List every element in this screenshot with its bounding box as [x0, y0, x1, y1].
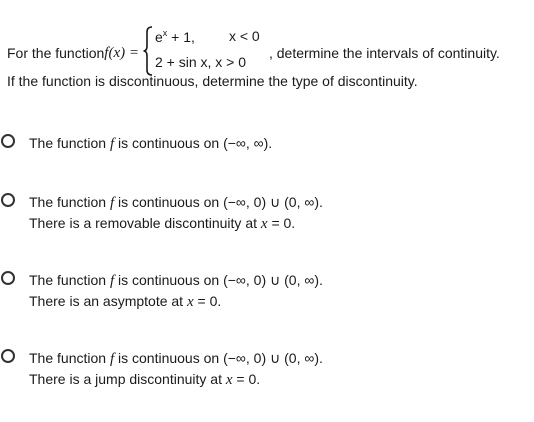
radio-button[interactable]	[1, 193, 15, 207]
variable-symbol: x	[225, 372, 233, 388]
answer-line-1-post: is continuous on (−∞, ∞).	[114, 135, 273, 151]
answer-line-1	[29, 133, 272, 154]
variable-symbol: x	[260, 216, 268, 232]
radio-button[interactable]	[1, 349, 15, 363]
function-symbol: f	[109, 195, 115, 211]
answer-line-1	[29, 348, 323, 369]
answer-line-1-post: is continuous on (−∞, 0) ∪ (0, ∞).	[114, 194, 323, 210]
case-1-rest: + 1,	[167, 29, 195, 45]
answer-line-2-pre: There is a removable discontinuity at	[29, 215, 261, 231]
case-1-expression	[155, 28, 195, 45]
answer-line-2-post: = 0.	[267, 215, 296, 231]
piecewise-definition	[143, 26, 267, 76]
answer-line-2-pre: There is an asymptote at	[29, 293, 187, 309]
question-subtext: If the function is discontinuous, determine the type of discontinuity.	[7, 73, 418, 89]
function-symbol: f	[109, 136, 115, 152]
case-2-expression: 2 + sin x, x > 0	[154, 54, 247, 70]
left-brace-icon	[143, 26, 153, 76]
answer-option-text	[29, 133, 272, 154]
radio-button[interactable]	[1, 271, 15, 285]
case-1-exponent: x	[162, 28, 168, 38]
answer-line-1	[29, 270, 323, 291]
answer-line-1-post: is continuous on (−∞, 0) ∪ (0, ∞).	[114, 350, 323, 366]
case-1-base: e	[154, 29, 163, 45]
question-suffix: , determine the intervals of continuity.	[268, 45, 500, 61]
answer-option-text	[29, 192, 323, 234]
answer-option-text	[29, 270, 323, 312]
answer-line-2	[29, 213, 323, 234]
answer-line-1-pre: The function	[29, 350, 110, 366]
answer-line-2	[29, 369, 323, 390]
function-symbol: f	[109, 273, 115, 289]
answer-line-2-post: = 0.	[232, 371, 261, 387]
function-symbol: f	[109, 351, 115, 367]
variable-symbol: x	[186, 294, 194, 310]
answer-line-2	[29, 291, 323, 312]
answer-line-1-pre: The function	[29, 135, 110, 151]
answer-line-1-pre: The function	[29, 194, 110, 210]
answer-line-1-post: is continuous on (−∞, 0) ∪ (0, ∞).	[114, 272, 323, 288]
question-line	[7, 28, 500, 78]
question-prefix: For the function	[7, 45, 105, 61]
answer-line-1	[29, 192, 323, 213]
answer-option-text	[29, 348, 323, 390]
answer-line-1-pre: The function	[29, 272, 110, 288]
answer-line-2-pre: There is a jump discontinuity at	[29, 371, 226, 387]
answer-line-2-post: = 0.	[193, 293, 222, 309]
case-1-condition: x < 0	[228, 28, 260, 44]
question-stem	[7, 10, 527, 68]
radio-button[interactable]	[1, 134, 15, 148]
function-label: f(x) =	[104, 44, 139, 61]
